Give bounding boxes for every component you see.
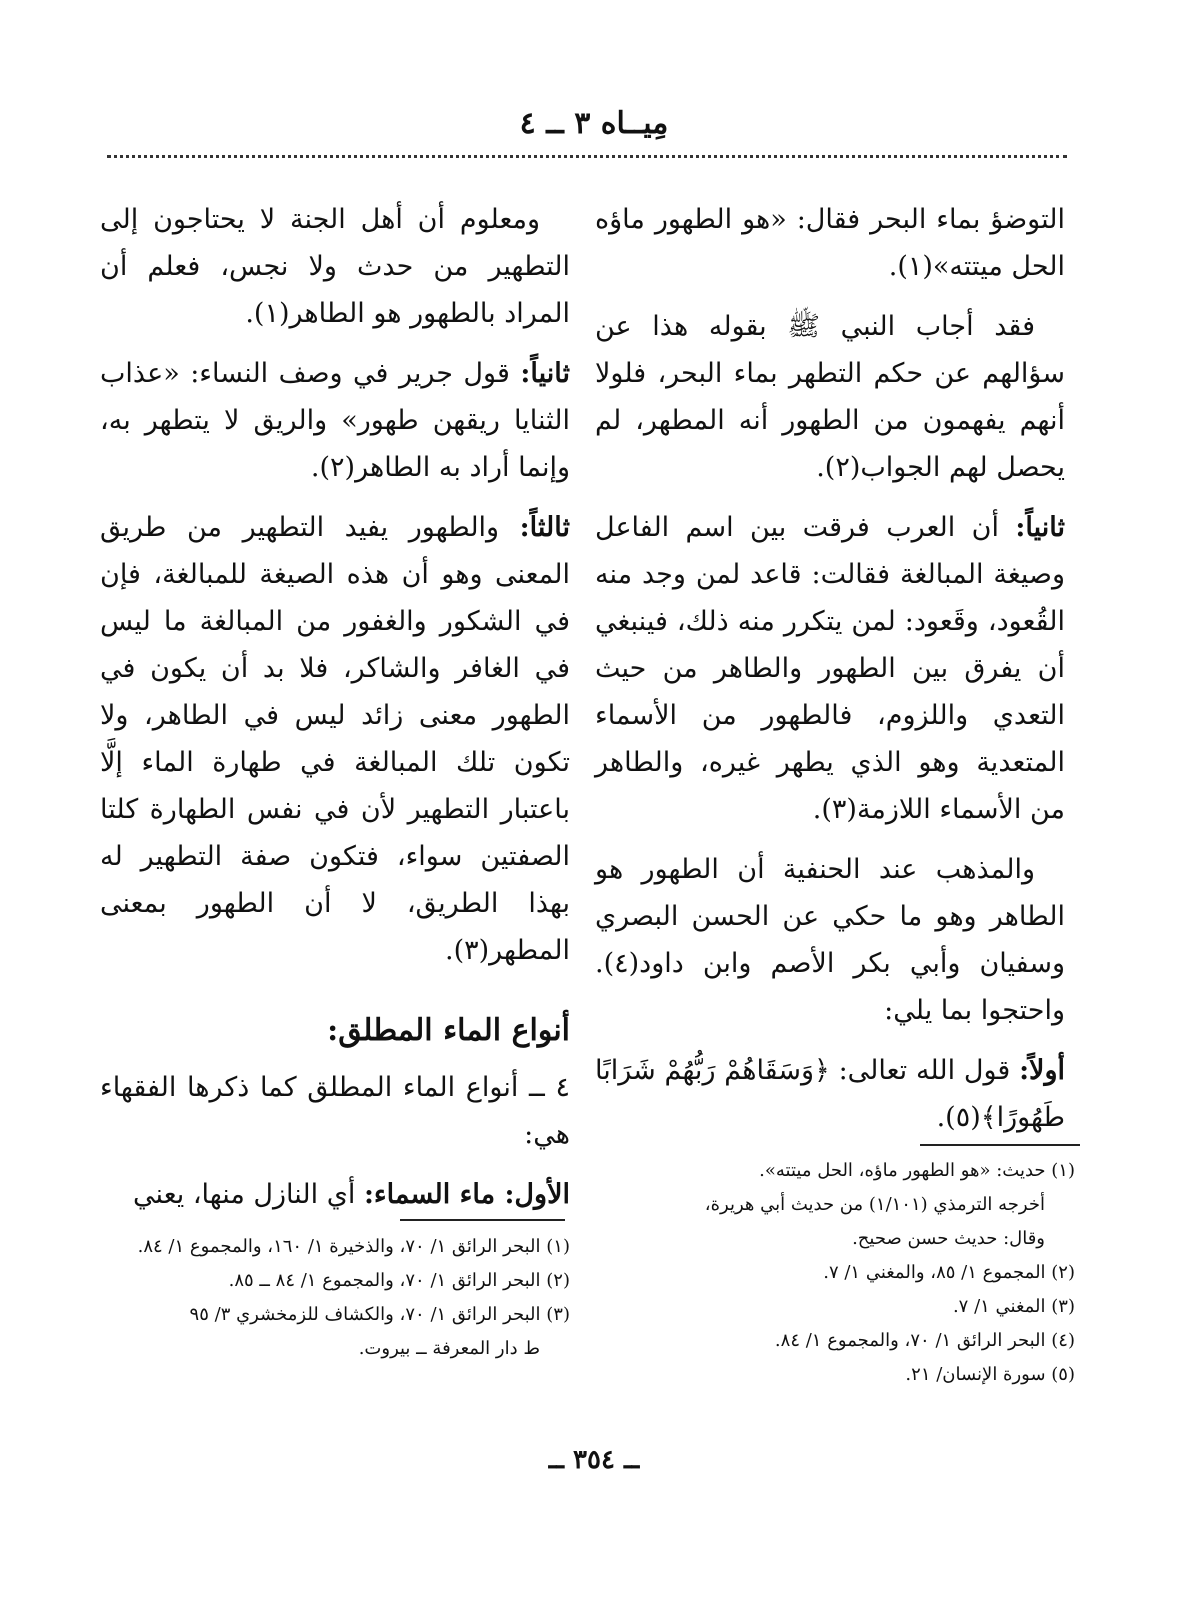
footnote-continuation: أخرجه الترمذي (١/١٠١) من حديث أبي هريرة، [704,1194,1045,1215]
enumeration-label: الأول: ماء السماء: [363,1179,570,1210]
paragraph [595,1047,1065,1141]
paragraph [100,504,570,974]
quran-verse-text: قول الله تعالى: ﴿وَسَقَاهُمْ رَبُّهُمْ شَرَابًا طَهُورًا﴾(٥). [595,1055,1065,1133]
footnote: (٢) البحر الرائق ١/ ٧٠، والمجموع ١/ ٨٤ ــ ٨٥. [228,1270,570,1291]
footnote: (٤) البحر الرائق ١/ ٧٠، والمجموع ١/ ٨٤. [774,1330,1075,1351]
paragraph [100,350,570,491]
footnote: (٢) المجموع ١/ ٨٥، والمغني ١/ ٧. [823,1262,1075,1283]
footnotes-left [100,1232,570,1368]
paragraph: والمذهب عند الحنفية أن الطهور هو الطاهر وهو ما حكي عن الحسن البصري وسفيان وأبي بكر الأصم وابن داود(٤). واحتجوا بما يلي: [595,854,1065,1026]
footnote-separator [920,1144,1080,1146]
paragraph: التوضؤ بماء البحر فقال: «هو الطهور ماؤه الحل ميتته»(١). [595,204,1065,282]
paragraph [595,504,1065,833]
section-heading: أنواع الماء المطلق: [327,1013,570,1048]
footnote-separator [400,1219,565,1221]
running-header: مِيــاه ٣ ــ ٤ [519,106,669,141]
footnote: (٥) سورة الإنسان/ ٢١. [905,1364,1075,1385]
paragraph [100,1171,570,1218]
paragraph: ومعلوم أن أهل الجنة لا يحتاجون إلى التطهير من حدث ولا نجس، فعلم أن المراد بالطهور هو الطاهر(١). [100,204,570,329]
paragraph: ٤ ــ أنواع الماء المطلق كما ذكرها الفقهاء هي: [100,1072,570,1150]
enumeration-label: ثالثاً: [519,512,570,543]
right-column [595,196,1065,1154]
left-column [100,196,570,1231]
enumeration-label: ثانياً: [520,358,570,389]
footnote: (١) البحر الرائق ١/ ٧٠، والذخيرة ١/ ١٦٠، والمجموع ١/ ٨٤. [137,1236,570,1257]
header-dotted-rule [107,155,1067,158]
paragraph-text: قول جرير في وصف النساء: «عذاب الثنايا ريقهن طهور» والريق لا يتطهر به، وإنما أراد به الطاهر(٢). [100,358,570,483]
paragraph-text: والطهور يفيد التطهير من طريق المعنى وهو أن هذه الصيغة للمبالغة، فإن في الشكور والغفور من المبالغة ما ليس في الغافر والشاكر، فلا بد أن يكون في الطهور معنى زائد ليس في الطاهر، ولا تكون تلك المبالغة في طهارة الماء إلَّا باعتبار التطهير لأن في نفس الطهارة كلتا الصفتين سواء، فتكون صفة التطهير له بهذا الطريق، لا أن الطهور بمعنى المطهر(٣). [100,512,570,966]
paragraph-text: صيغة المبالغة فقالت: قاعد لمن وجد منه القُعود، وقَعود: لمن يتكرر منه ذلك، فينبغي أن يفرق بين الطهور والطاهر من حيث التعدي واللزوم، فالطهور من الأسماء المتعدية وهو الذي يطهر غيره، والطاهر من الأسماء اللازمة(٣). [595,559,1065,825]
footnote-continuation: وقال: حديث حسن صحيح. [852,1228,1045,1249]
footnotes-right [595,1156,1075,1394]
paragraph-text: أي النازل منها، يعني [133,1179,356,1210]
enumeration-label: ثانياً: [1015,512,1065,543]
footnote: (٣) المغني ١/ ٧. [952,1296,1075,1317]
page-number: ــ ٣٥٤ ــ [548,1445,640,1475]
enumeration-label: أولاً: [1019,1055,1065,1086]
footnote: (١) حديث: «هو الطهور ماؤه، الحل ميتته». [759,1160,1075,1181]
footnote-continuation: ط دار المعرفة ــ بيروت. [358,1338,540,1359]
paragraph: فقد أجاب النبي ﷺ بقوله هذا عن سؤالهم عن حكم التطهر بماء البحر، فلولا أنهم يفهمون من الطهور أنه المطهر، لم يحصل لهم الجواب(٢). [595,311,1065,483]
footnote: (٣) البحر الرائق ١/ ٧٠، والكشاف للزمخشري ٣/ ٩٥ [189,1304,570,1325]
paragraph-lead: أن العرب فرقت بين اسم الفاعل و [595,512,1065,590]
